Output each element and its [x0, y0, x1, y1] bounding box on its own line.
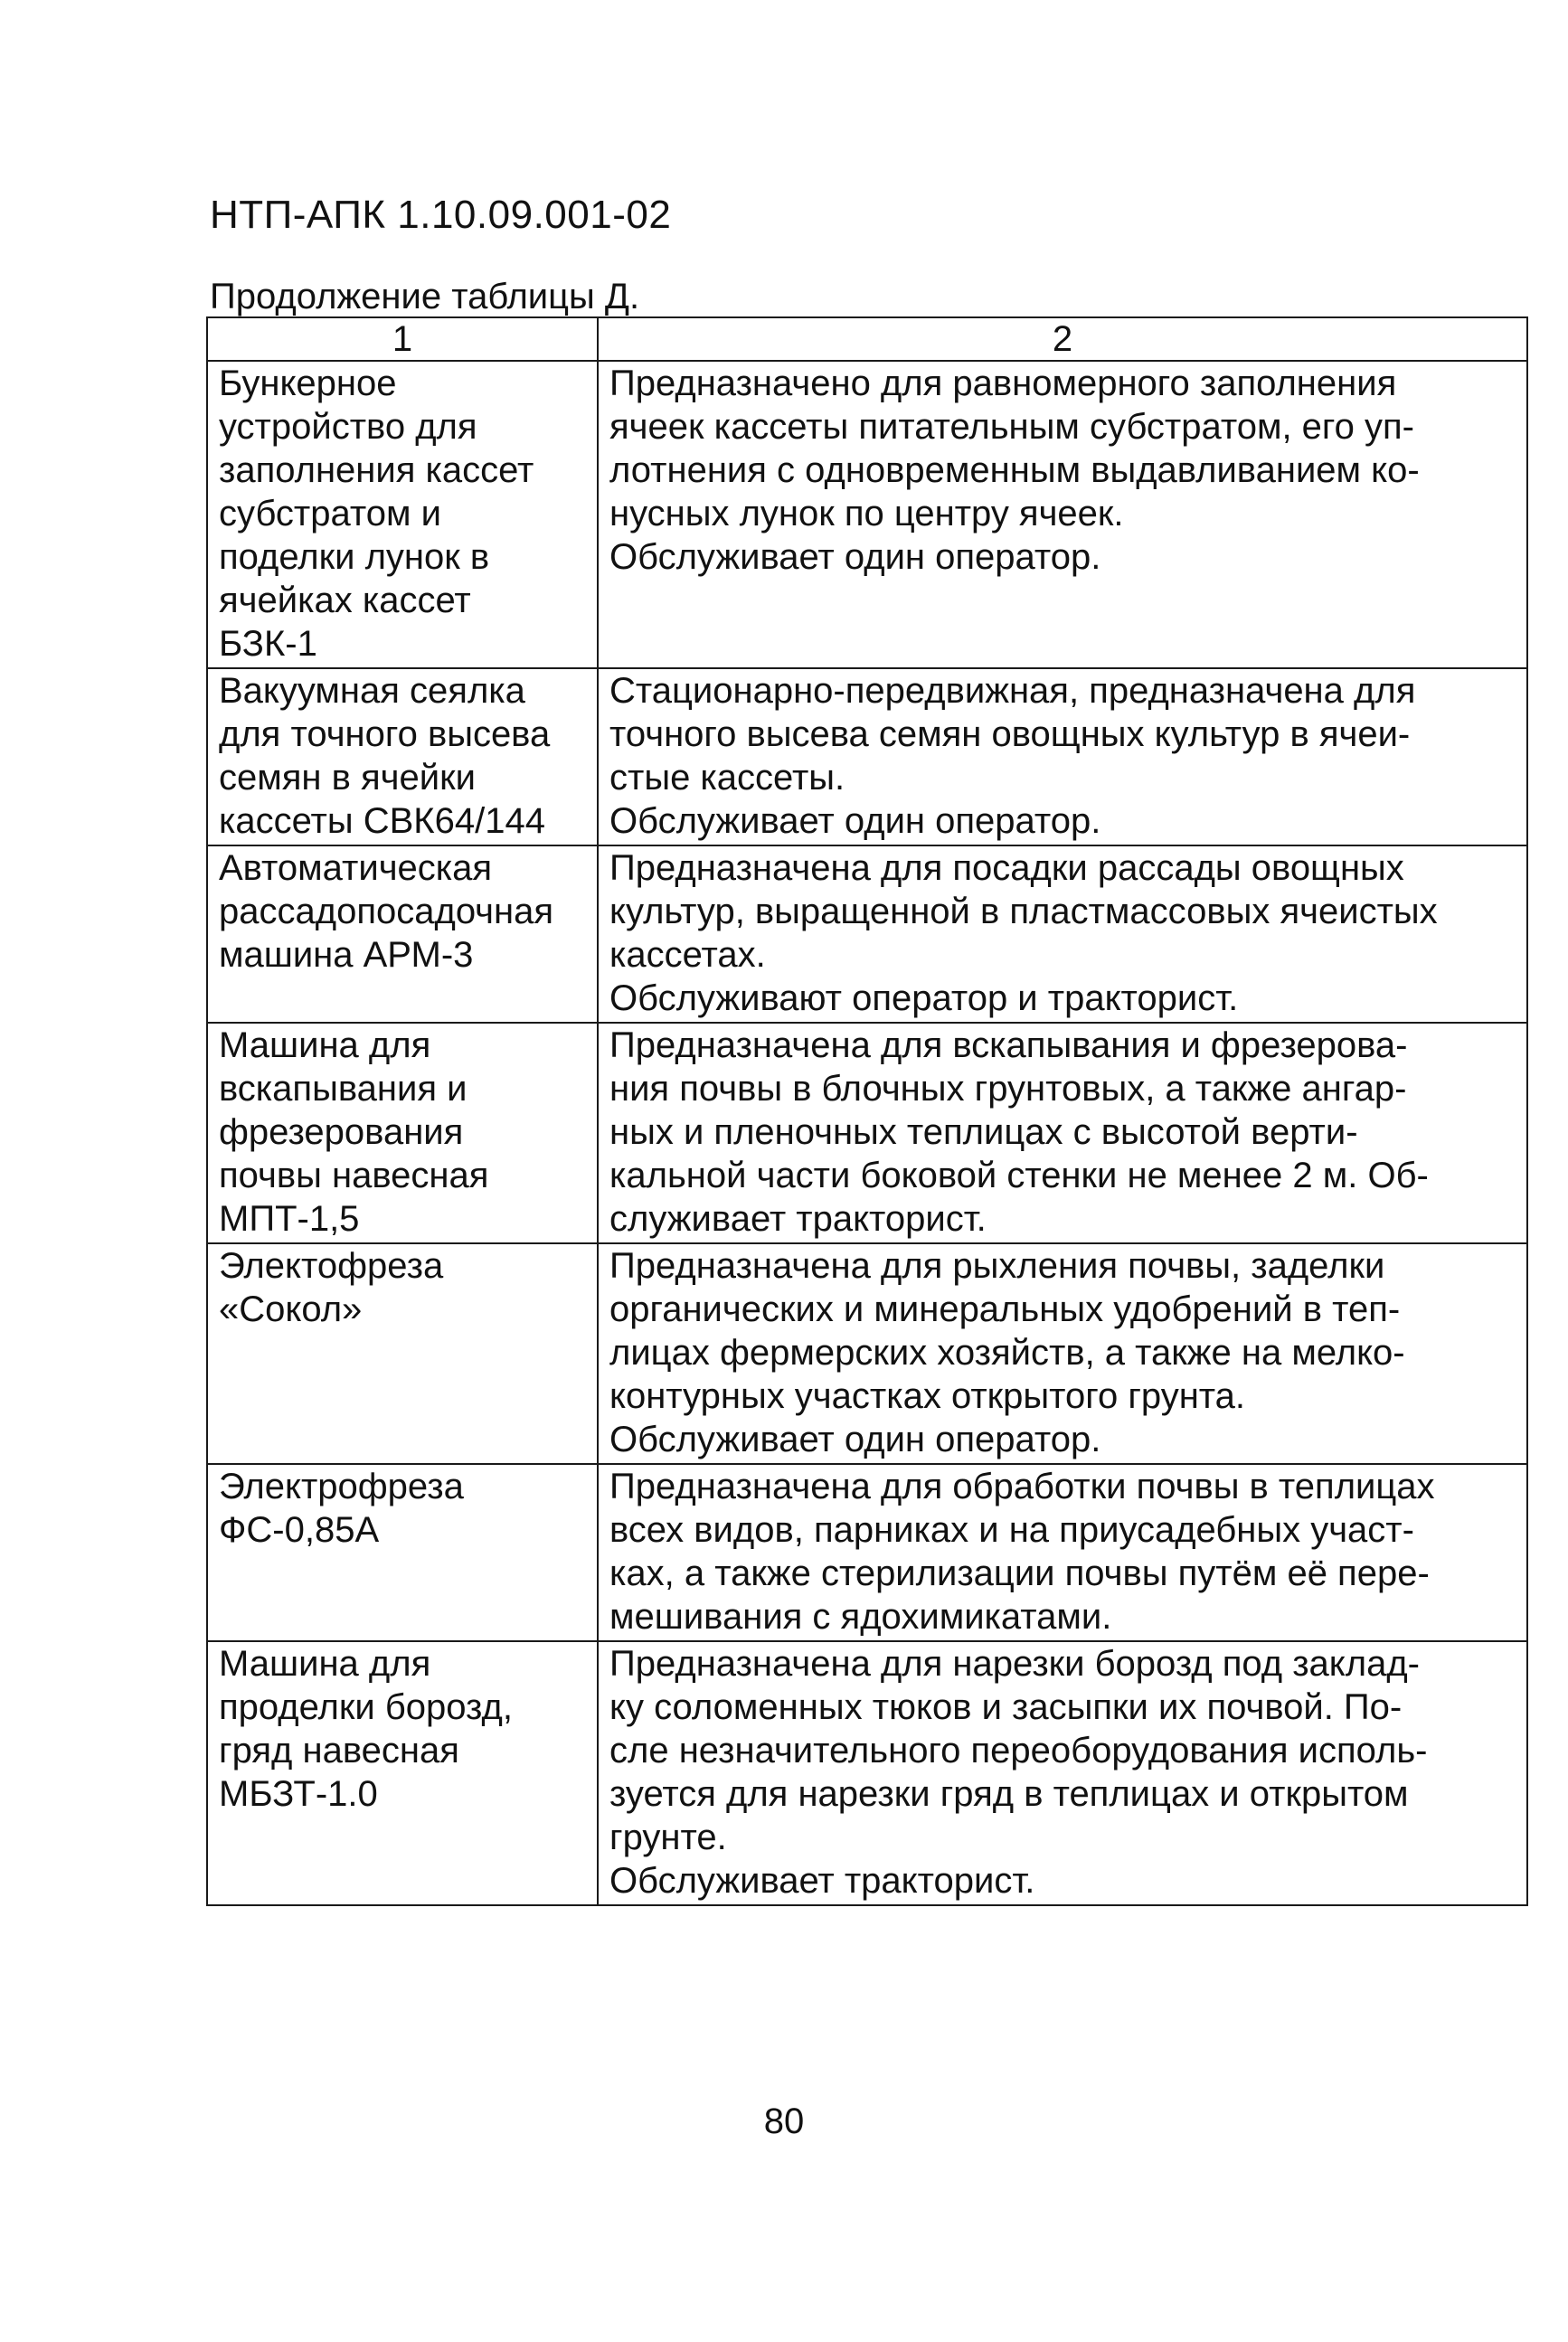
equipment-name-line: семян в ячейки	[219, 758, 476, 798]
equipment-description-line: всех видов, парниках и на приусадебных участ-	[609, 1510, 1414, 1550]
equipment-name-line: ячейках кассет	[219, 581, 471, 620]
equipment-description-line: ку соломенных тюков и засыпки их почвой. По-	[609, 1687, 1403, 1727]
equipment-description-cell	[598, 1023, 1527, 1243]
equipment-description-line: лотнения с одновременным выдавливанием ко-	[609, 450, 1420, 490]
equipment-description-line: ных и пленочных теплицах с высотой верти-	[609, 1112, 1358, 1152]
equipment-description-line: служивает тракторист.	[609, 1199, 987, 1239]
equipment-name-line: Электофреза	[219, 1246, 444, 1286]
equipment-name-line: рассадопосадочная	[219, 892, 554, 931]
equipment-name-cell	[207, 1023, 598, 1243]
equipment-description-line: ния почвы в блочных грунтовых, а также ангар-	[609, 1069, 1407, 1109]
equipment-name-cell	[207, 845, 598, 1023]
equipment-name-line: Машина для	[219, 1644, 431, 1684]
table-row	[207, 361, 1527, 668]
equipment-description-line: контурных участках открытого грунта.	[609, 1376, 1246, 1416]
equipment-name-cell	[207, 361, 598, 668]
equipment-description-line: точного высева семян овощных культур в ячеи-	[609, 714, 1411, 754]
equipment-name-cell	[207, 668, 598, 845]
equipment-name-line: вскапывания и	[219, 1069, 468, 1109]
equipment-name-cell	[207, 1641, 598, 1905]
equipment-description-cell	[598, 845, 1527, 1023]
equipment-description-line: мешивания с ядохимикатами.	[609, 1597, 1112, 1637]
equipment-description-line: Обслуживает один оператор.	[609, 537, 1101, 577]
equipment-name-line: МПТ-1,5	[219, 1199, 360, 1239]
equipment-name-line: гряд навесная	[219, 1731, 459, 1771]
equipment-description-line: зуется для нарезки гряд в теплицах и открытом	[609, 1774, 1409, 1814]
equipment-description-line: Стационарно-передвижная, предназначена для	[609, 671, 1416, 711]
equipment-description-line: культур, выращенной в пластмассовых ячеистых	[609, 892, 1438, 931]
equipment-name-line: поделки лунок в	[219, 537, 490, 577]
equipment-description-line: кассетах.	[609, 935, 766, 975]
equipment-description-line: Обслуживает один оператор.	[609, 1420, 1101, 1459]
equipment-description-line: Предназначена для посадки рассады овощных	[609, 848, 1404, 888]
equipment-name-line: для точного высева	[219, 714, 551, 754]
table-caption: Продолжение таблицы Д.	[210, 277, 640, 316]
equipment-description-line: Обслуживают оператор и тракторист.	[609, 978, 1239, 1018]
equipment-name-line: фрезерования	[219, 1112, 464, 1152]
equipment-description-cell	[598, 668, 1527, 845]
equipment-description-line: Обслуживает один оператор.	[609, 801, 1101, 841]
equipment-name-line: проделки борозд,	[219, 1687, 513, 1727]
table-row	[207, 1243, 1527, 1464]
equipment-name-line: субстратом и	[219, 494, 441, 534]
equipment-description-cell	[598, 1641, 1527, 1905]
equipment-description-line: сле незначительного переоборудования исполь-	[609, 1731, 1428, 1771]
equipment-name-line: почвы навесная	[219, 1156, 489, 1195]
table-row	[207, 1023, 1527, 1243]
equipment-description-line: органических и минеральных удобрений в теп-	[609, 1289, 1401, 1329]
column-header-2: 2	[598, 317, 1527, 361]
equipment-name-line: Вакуумная сеялка	[219, 671, 525, 711]
equipment-table	[206, 316, 1528, 1906]
equipment-description-cell	[598, 1243, 1527, 1464]
equipment-description-cell	[598, 1464, 1527, 1641]
equipment-name-line: ФС-0,85А	[219, 1510, 380, 1550]
equipment-description-line: Предназначена для нарезки борозд под заклад-	[609, 1644, 1420, 1684]
table-row	[207, 845, 1527, 1023]
equipment-description-line: стые кассеты.	[609, 758, 845, 798]
equipment-description-line: грунте.	[609, 1818, 727, 1857]
equipment-name-line: машина АРМ-3	[219, 935, 474, 975]
equipment-name-cell	[207, 1243, 598, 1464]
equipment-description-line: Предназначена для рыхления почвы, заделки	[609, 1246, 1385, 1286]
equipment-description-line: лицах фермерских хозяйств, а также на мелко-	[609, 1333, 1405, 1373]
equipment-name-line: заполнения кассет	[219, 450, 534, 490]
equipment-description-line: кальной части боковой стенки не менее 2 м. Об-	[609, 1156, 1429, 1195]
column-header-1: 1	[207, 317, 598, 361]
equipment-name-line: БЗК-1	[219, 624, 317, 664]
equipment-name-line: МБЗТ-1.0	[219, 1774, 378, 1814]
page-number: 80	[763, 2101, 805, 2141]
equipment-description-line: ячеек кассеты питательным субстратом, его уп-	[609, 407, 1414, 447]
equipment-name-line: Бункерное	[219, 364, 397, 403]
equipment-name-line: устройство для	[219, 407, 477, 447]
document-code: НТП-АПК 1.10.09.001-02	[210, 193, 672, 237]
table-row	[207, 668, 1527, 845]
table-row	[207, 1464, 1527, 1641]
equipment-description-cell	[598, 361, 1527, 668]
equipment-name-line: Автоматическая	[219, 848, 493, 888]
equipment-name-line: Машина для	[219, 1025, 431, 1065]
equipment-description-line: нусных лунок по центру ячеек.	[609, 494, 1124, 534]
equipment-description-line: Предназначена для вскапывания и фрезерова-	[609, 1025, 1408, 1065]
equipment-description-line: Предназначено для равномерного заполнения	[609, 364, 1397, 403]
equipment-description-line: Обслуживает тракторист.	[609, 1861, 1035, 1901]
table-row	[207, 1641, 1527, 1905]
equipment-name-line: кассеты СВК64/144	[219, 801, 545, 841]
equipment-name-line: «Сокол»	[219, 1289, 363, 1329]
equipment-description-line: ках, а также стерилизации почвы путём её пере-	[609, 1553, 1430, 1593]
equipment-name-line: Электрофреза	[219, 1467, 464, 1506]
equipment-description-line: Предназначена для обработки почвы в теплицах	[609, 1467, 1435, 1506]
equipment-name-cell	[207, 1464, 598, 1641]
table-header-row	[207, 317, 1527, 361]
